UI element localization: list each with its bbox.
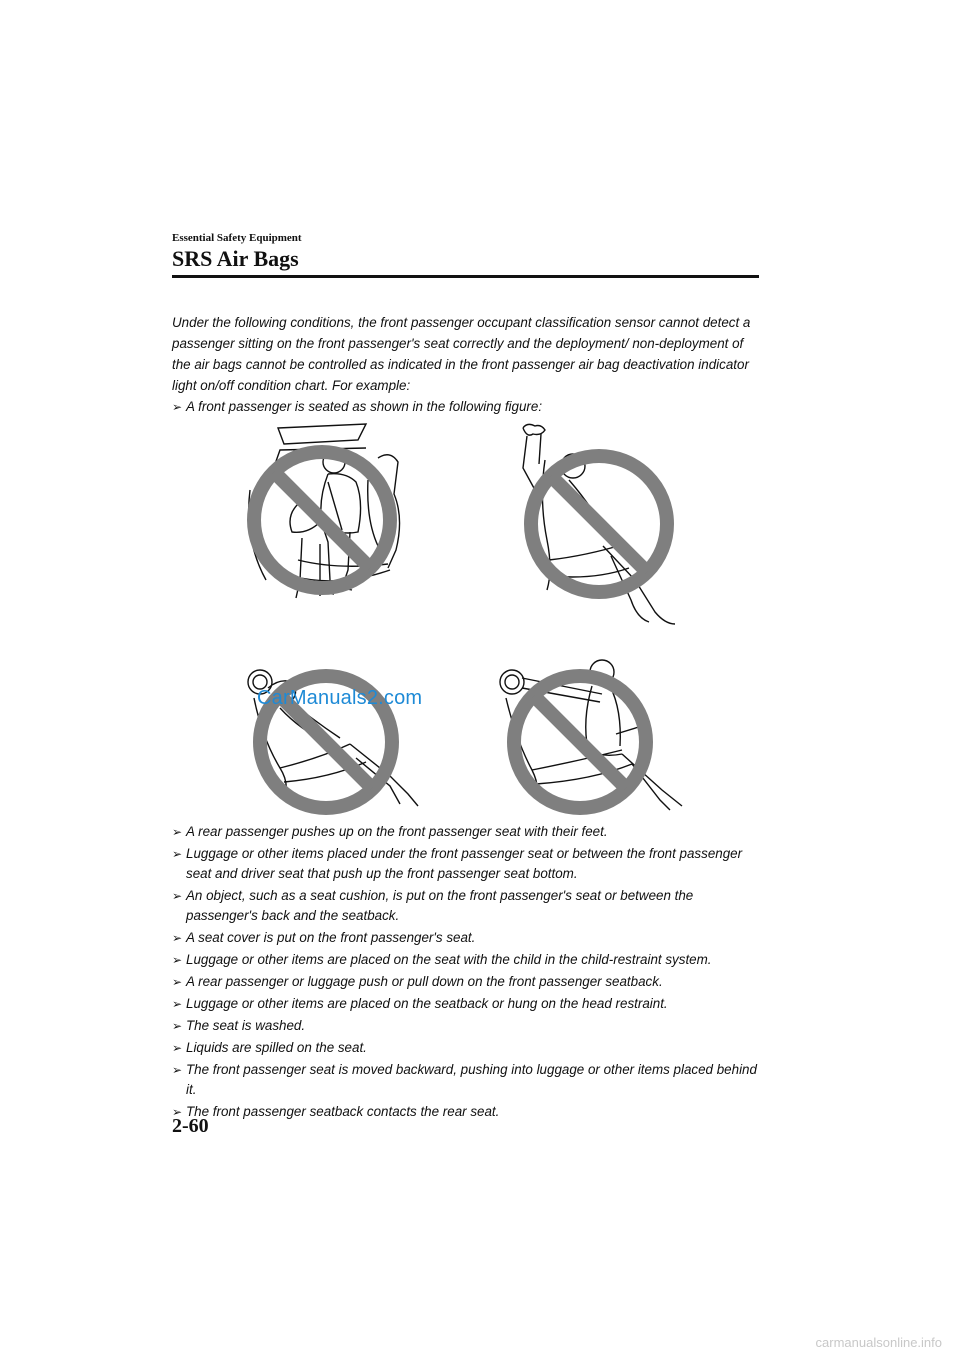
arrowhead-icon: ➢: [172, 847, 183, 861]
list-item: [172, 1102, 762, 1122]
list-item-text: An object, such as a seat cushion, is put on the front passenger's seat or between the passenger's back and the seatback.: [186, 888, 694, 923]
page-number: 2-60: [172, 1115, 209, 1137]
list-item-text: Luggage or other items are placed on the seatback or hung on the head restraint.: [186, 996, 668, 1011]
list-item: [172, 1038, 762, 1058]
list-item-text: Luggage or other items are placed on the seat with the child in the child-restraint system.: [186, 952, 712, 967]
list-item-text: A rear passenger or luggage push or pull down on the front passenger seatback.: [186, 974, 663, 989]
list-item: [172, 822, 762, 842]
figure-drawing: [240, 658, 440, 818]
list-item: [172, 844, 762, 884]
arrowhead-icon: ➢: [172, 1019, 183, 1033]
prohibited-passenger-belt-behind-icon: [492, 650, 702, 815]
prohibited-passenger-arm-raised-icon: [505, 420, 685, 640]
list-item: [172, 994, 762, 1014]
arrowhead-icon: ➢: [172, 953, 183, 967]
list-item: [172, 972, 762, 992]
arrowhead-icon: ➢: [172, 997, 183, 1011]
figure-drawing: [492, 650, 702, 815]
title-divider: [172, 275, 759, 278]
intro-paragraph: Under the following conditions, the front passenger occupant classification sensor cannot detect a passenger sitting on the front passenger's seat correctly and the deployment/ non-deployment of the air bags cannot be controlled as indicated in the front passenger air bag deactivation indicator light on/off condition chart. For example:: [172, 315, 751, 393]
conditions-list: [172, 822, 762, 1124]
watermark-text: CarManuals2.com: [257, 687, 423, 709]
seating-figures: [230, 420, 710, 815]
prohibition-slash: [534, 696, 626, 788]
arrowhead-icon: ➢: [172, 1041, 183, 1055]
list-item-text: Liquids are spilled on the seat.: [186, 1040, 367, 1055]
arrowhead-icon: ➢: [172, 400, 183, 414]
figure-drawing: [238, 420, 418, 635]
figure-drawing: [505, 420, 685, 640]
arrowhead-icon: ➢: [172, 931, 183, 945]
arrowhead-icon: ➢: [172, 975, 183, 989]
list-item-text: The front passenger seatback contacts the rear seat.: [186, 1104, 500, 1119]
list-item-text: The front passenger seat is moved backward, pushing into luggage or other items placed behind it.: [186, 1062, 757, 1097]
prohibition-slash: [274, 472, 370, 568]
section-label: Essential Safety Equipment: [172, 232, 302, 244]
list-item: [172, 950, 762, 970]
list-item-text: The seat is washed.: [186, 1018, 306, 1033]
bullet-text: A front passenger is seated as shown in the following figure:: [186, 399, 543, 414]
prohibited-passenger-reclined-icon: [240, 658, 440, 818]
list-item: [172, 928, 762, 948]
list-item-text: A rear passenger pushes up on the front passenger seat with their feet.: [186, 824, 608, 839]
figure-intro-bullet: [172, 397, 776, 417]
arrowhead-icon: ➢: [172, 1063, 183, 1077]
arrowhead-icon: ➢: [172, 825, 183, 839]
section-title: SRS Air Bags: [172, 246, 299, 271]
arrowhead-icon: ➢: [172, 889, 183, 903]
list-item: [172, 1016, 762, 1036]
list-item: [172, 886, 762, 926]
list-item: [172, 1060, 762, 1100]
prohibited-passenger-leaning-forward-icon: [238, 420, 418, 635]
footer-site-link[interactable]: carmanualsonline.info: [815, 1335, 942, 1350]
list-item-text: A seat cover is put on the front passenger's seat.: [186, 930, 476, 945]
list-item-text: Luggage or other items placed under the front passenger seat or between the front passenger seat and driver seat that push up the front passenger seat bottom.: [186, 846, 743, 881]
arrowhead-icon: ➢: [172, 1105, 183, 1119]
